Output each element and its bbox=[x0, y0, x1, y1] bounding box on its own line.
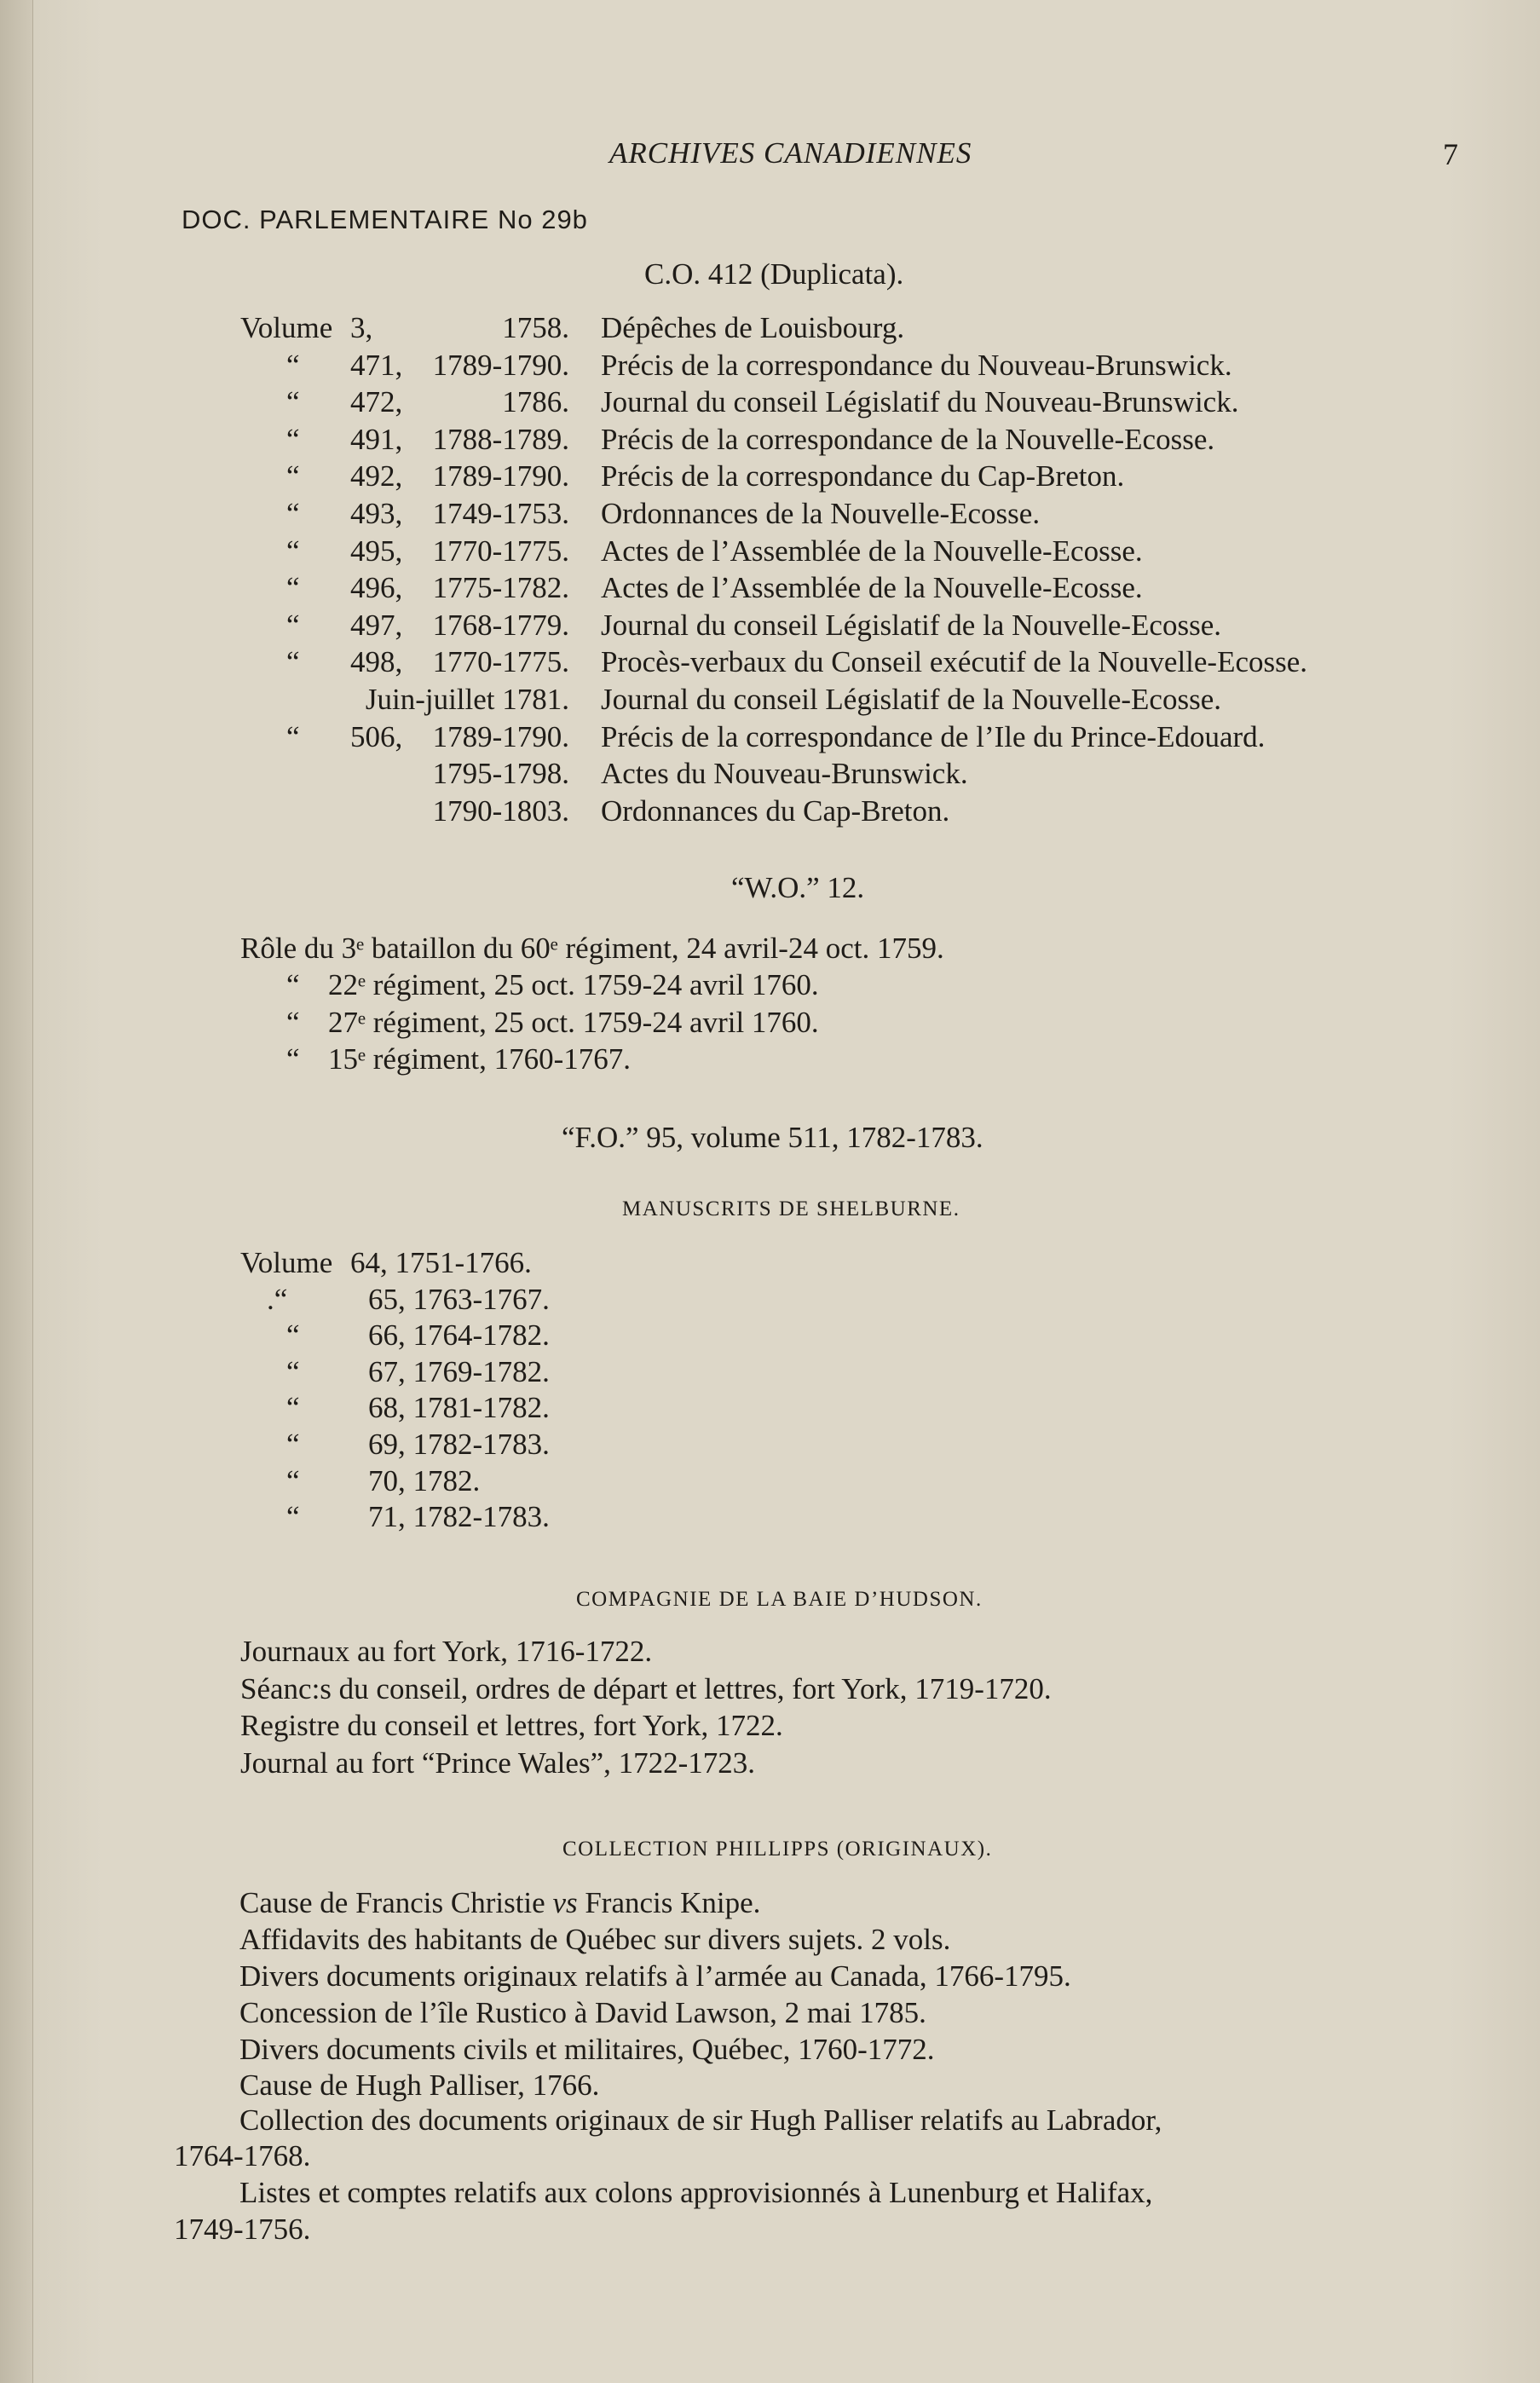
wo12-entry: 22ᵉ régiment, 25 oct. 1759-24 avril 1760. bbox=[328, 968, 819, 1001]
co412-date: 1770-1775. bbox=[432, 645, 569, 678]
wo12-ditto: “ bbox=[286, 968, 300, 1001]
co412-description: Actes du Nouveau-Brunswick. bbox=[601, 757, 968, 790]
phillipps-entry bbox=[239, 1996, 926, 2030]
book-spine-shadow bbox=[0, 0, 33, 2383]
hudson-entry: Journal au fort “Prince Wales”, 1722-1723. bbox=[240, 1746, 756, 1780]
co412-volume-number: 491, bbox=[350, 423, 403, 456]
shelburne-ditto: “ bbox=[286, 1391, 300, 1424]
co412-date: 1768-1779. bbox=[432, 609, 569, 642]
phillipps-entry-text: Cause de Hugh Palliser, 1766. bbox=[239, 2069, 600, 2102]
co412-ditto: “ bbox=[286, 497, 300, 530]
co412-date: 1790-1803. bbox=[432, 794, 569, 828]
shelburne-ditto: “ bbox=[286, 1464, 300, 1497]
shelburne-volume-entry: 70, 1782. bbox=[368, 1464, 481, 1497]
shelburne-volume-entry: 66, 1764-1782. bbox=[368, 1318, 550, 1352]
phillipps-entry bbox=[239, 1923, 950, 1957]
section-title-wo12: “W.O.” 12. bbox=[731, 871, 865, 904]
co412-date: 1786. bbox=[502, 385, 569, 418]
phillipps-entry-text: Divers documents civils et militaires, Québec, 1760-1772. bbox=[239, 2033, 935, 2066]
wo12-ditto: “ bbox=[286, 1042, 300, 1076]
co412-volume-number: 506, bbox=[350, 720, 403, 753]
section-title-hudson: COMPAGNIE DE LA BAIE D’HUDSON. bbox=[576, 1588, 983, 1611]
co412-volume-number: 495, bbox=[350, 534, 403, 568]
co412-ditto: “ bbox=[286, 720, 300, 753]
co412-ditto: “ bbox=[286, 534, 300, 568]
co412-ditto: “ bbox=[286, 459, 300, 493]
co412-volume-number: 492, bbox=[350, 459, 403, 493]
shelburne-ditto: “ bbox=[286, 1355, 300, 1388]
co412-ditto: “ bbox=[286, 385, 300, 418]
shelburne-ditto: “ bbox=[286, 1318, 300, 1352]
shelburne-ditto: “ bbox=[286, 1500, 300, 1533]
shelburne-volume-entry: 65, 1763-1767. bbox=[368, 1283, 550, 1316]
co412-ditto: “ bbox=[286, 571, 300, 604]
shelburne-volume-entry: 68, 1781-1782. bbox=[368, 1391, 550, 1424]
co412-volume-number: 496, bbox=[350, 571, 403, 604]
phillipps-entry-text: Affidavits des habitants de Québec sur divers sujets. 2 vols. bbox=[239, 1923, 951, 1956]
wo12-entry: Rôle du 3ᵉ bataillon du 60ᵉ régiment, 24 avril-24 oct. 1759. bbox=[240, 932, 944, 965]
co412-description: Précis de la correspondance de la Nouvelle-Ecosse. bbox=[601, 423, 1215, 456]
wo12-entry: 27ᵉ régiment, 25 oct. 1759-24 avril 1760. bbox=[328, 1006, 819, 1039]
shelburne-volume-entry: 67, 1769-1782. bbox=[368, 1355, 550, 1388]
co412-date: 1789-1790. bbox=[432, 459, 569, 493]
co412-date: 1789-1790. bbox=[432, 349, 569, 382]
phillipps-entry bbox=[239, 2033, 935, 2067]
phillipps-paragraph-2-line-1: Listes et comptes relatifs aux colons approvisionnés à Lunenburg et Halifax, bbox=[239, 2176, 1153, 2209]
co412-description: Précis de la correspondance de l’Ile du Prince-Edouard. bbox=[601, 720, 1266, 753]
co412-ditto: “ bbox=[286, 645, 300, 678]
co412-ditto: “ bbox=[286, 609, 300, 642]
shelburne-ditto: .“ bbox=[267, 1283, 288, 1316]
co412-description: Précis de la correspondance du Nouveau-Brunswick. bbox=[601, 349, 1232, 382]
phillipps-entry bbox=[239, 1959, 1071, 1994]
co412-description: Ordonnances du Cap-Breton. bbox=[601, 794, 950, 828]
co412-volume-number: 3, bbox=[350, 311, 373, 344]
co412-description: Journal du conseil Législatif de la Nouvelle-Ecosse. bbox=[601, 609, 1221, 642]
co412-date: 1758. bbox=[502, 311, 569, 344]
co412-volume-number: 497, bbox=[350, 609, 403, 642]
shelburne-volume-entry: 69, 1782-1783. bbox=[368, 1428, 550, 1461]
phillipps-entry-text-after: Francis Knipe. bbox=[577, 1886, 761, 1919]
phillipps-entry bbox=[239, 1886, 760, 1920]
section-title-co412: C.O. 412 (Duplicata). bbox=[644, 257, 904, 291]
section-title-fo95: “F.O.” 95, volume 511, 1782-1783. bbox=[562, 1121, 983, 1154]
shelburne-volume-entry: 64, 1751-1766. bbox=[350, 1246, 532, 1279]
hudson-entry: Journaux au fort York, 1716-1722. bbox=[240, 1635, 653, 1668]
co412-date: 1770-1775. bbox=[432, 534, 569, 568]
co412-ditto: Volume bbox=[240, 311, 333, 344]
hudson-entry: Séanc:s du conseil, ordres de départ et lettres, fort York, 1719-1720. bbox=[240, 1672, 1052, 1705]
phillipps-entry-text: Concession de l’île Rustico à David Lawson, 2 mai 1785. bbox=[239, 1996, 926, 2029]
co412-description: Dépêches de Louisbourg. bbox=[601, 311, 905, 344]
co412-description: Procès-verbaux du Conseil exécutif de la Nouvelle-Ecosse. bbox=[601, 645, 1308, 678]
co412-ditto: “ bbox=[286, 349, 300, 382]
shelburne-ditto: “ bbox=[286, 1428, 300, 1461]
phillipps-paragraph-2-line-2: 1749-1756. bbox=[174, 2213, 311, 2246]
co412-date: 1749-1753. bbox=[432, 497, 569, 530]
wo12-entry: 15ᵉ régiment, 1760-1767. bbox=[328, 1042, 632, 1076]
co412-date: 1789-1790. bbox=[432, 720, 569, 753]
co412-date: 1775-1782. bbox=[432, 571, 569, 604]
co412-date: Juin-juillet 1781. bbox=[365, 683, 569, 716]
phillipps-paragraph-1-line-1: Collection des documents originaux de sir Hugh Palliser relatifs au Labrador, bbox=[239, 2103, 1162, 2137]
phillipps-entry bbox=[239, 2069, 599, 2103]
running-head: ARCHIVES CANADIENNES bbox=[609, 136, 972, 170]
shelburne-ditto: Volume bbox=[240, 1246, 333, 1279]
co412-volume-number: 498, bbox=[350, 645, 403, 678]
co412-description: Actes de l’Assemblée de la Nouvelle-Ecosse. bbox=[601, 534, 1143, 568]
document-label: DOC. PARLEMENTAIRE No 29b bbox=[182, 205, 588, 234]
co412-date: 1795-1798. bbox=[432, 757, 569, 790]
page-number: 7 bbox=[1443, 137, 1458, 171]
phillipps-entry-text: Divers documents originaux relatifs à l’armée au Canada, 1766-1795. bbox=[239, 1959, 1071, 1993]
section-title-phillipps: COLLECTION PHILLIPPS (ORIGINAUX). bbox=[562, 1838, 993, 1861]
phillipps-paragraph-1-line-2: 1764-1768. bbox=[174, 2139, 311, 2172]
phillipps-entry-italic: vs bbox=[552, 1886, 578, 1919]
co412-description: Journal du conseil Législatif du Nouveau-Brunswick. bbox=[601, 385, 1239, 418]
co412-volume-number: 493, bbox=[350, 497, 403, 530]
co412-description: Ordonnances de la Nouvelle-Ecosse. bbox=[601, 497, 1041, 530]
co412-volume-number: 472, bbox=[350, 385, 403, 418]
co412-description: Journal du conseil Législatif de la Nouvelle-Ecosse. bbox=[601, 683, 1221, 716]
wo12-ditto: “ bbox=[286, 1006, 300, 1039]
co412-volume-number: 471, bbox=[350, 349, 403, 382]
section-title-shelburne: MANUSCRITS DE SHELBURNE. bbox=[622, 1197, 960, 1220]
phillipps-entry-text: Cause de Francis Christie bbox=[239, 1886, 553, 1919]
co412-description: Actes de l’Assemblée de la Nouvelle-Ecosse. bbox=[601, 571, 1143, 604]
co412-date: 1788-1789. bbox=[432, 423, 569, 456]
co412-description: Précis de la correspondance du Cap-Breton. bbox=[601, 459, 1125, 493]
shelburne-volume-entry: 71, 1782-1783. bbox=[368, 1500, 550, 1533]
hudson-entry: Registre du conseil et lettres, fort York, 1722. bbox=[240, 1709, 783, 1742]
co412-ditto: “ bbox=[286, 423, 300, 456]
